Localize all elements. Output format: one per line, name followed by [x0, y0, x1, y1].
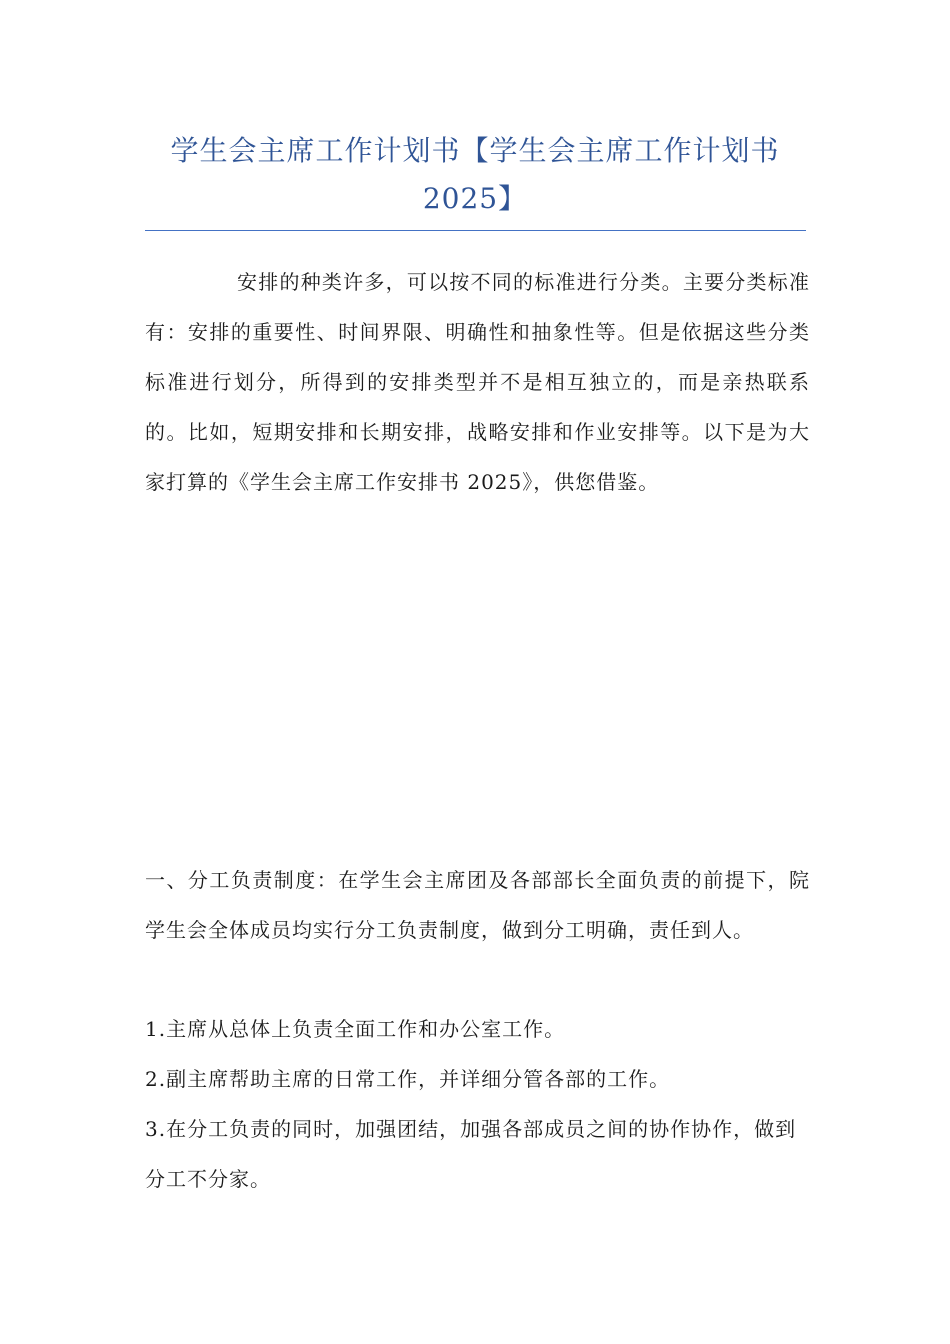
list-item-2: 2.副主席帮助主席的日常工作，并详细分管各部的工作。	[145, 1067, 671, 1091]
title-line-1: 学生会主席工作计划书【学生会主席工作计划书	[170, 134, 780, 167]
list-item-3: 3.在分工负责的同时，加强团结，加强各部成员之间的协作协作，做到分工不分家。	[145, 1117, 797, 1191]
title-underline	[145, 230, 806, 231]
section-1-paragraph: 一、分工负责制度：在学生会主席团及各部部长全面负责的前提下，院学生会全体成员均实行分工负责制度，做到分工明确，责任到人。	[145, 868, 810, 942]
list-item-1: 1.主席从总体上负责全面工作和办公室工作。	[145, 1017, 566, 1041]
title-line-2: 2025】	[422, 182, 528, 215]
document-title	[145, 127, 805, 223]
intro-paragraph: 安排的种类许多，可以按不同的标准进行分类。主要分类标准有：安排的重要性、时间界限、明确性和抽象性等。但是依据这些分类标准进行划分，所得到的安排类型并不是相互独立的，而是亲热联系的。比如，短期安排和长期安排，战略安排和作业安排等。以下是为大家打算的《学生会主席工作安排书 2025》，供您借鉴。	[145, 270, 810, 494]
